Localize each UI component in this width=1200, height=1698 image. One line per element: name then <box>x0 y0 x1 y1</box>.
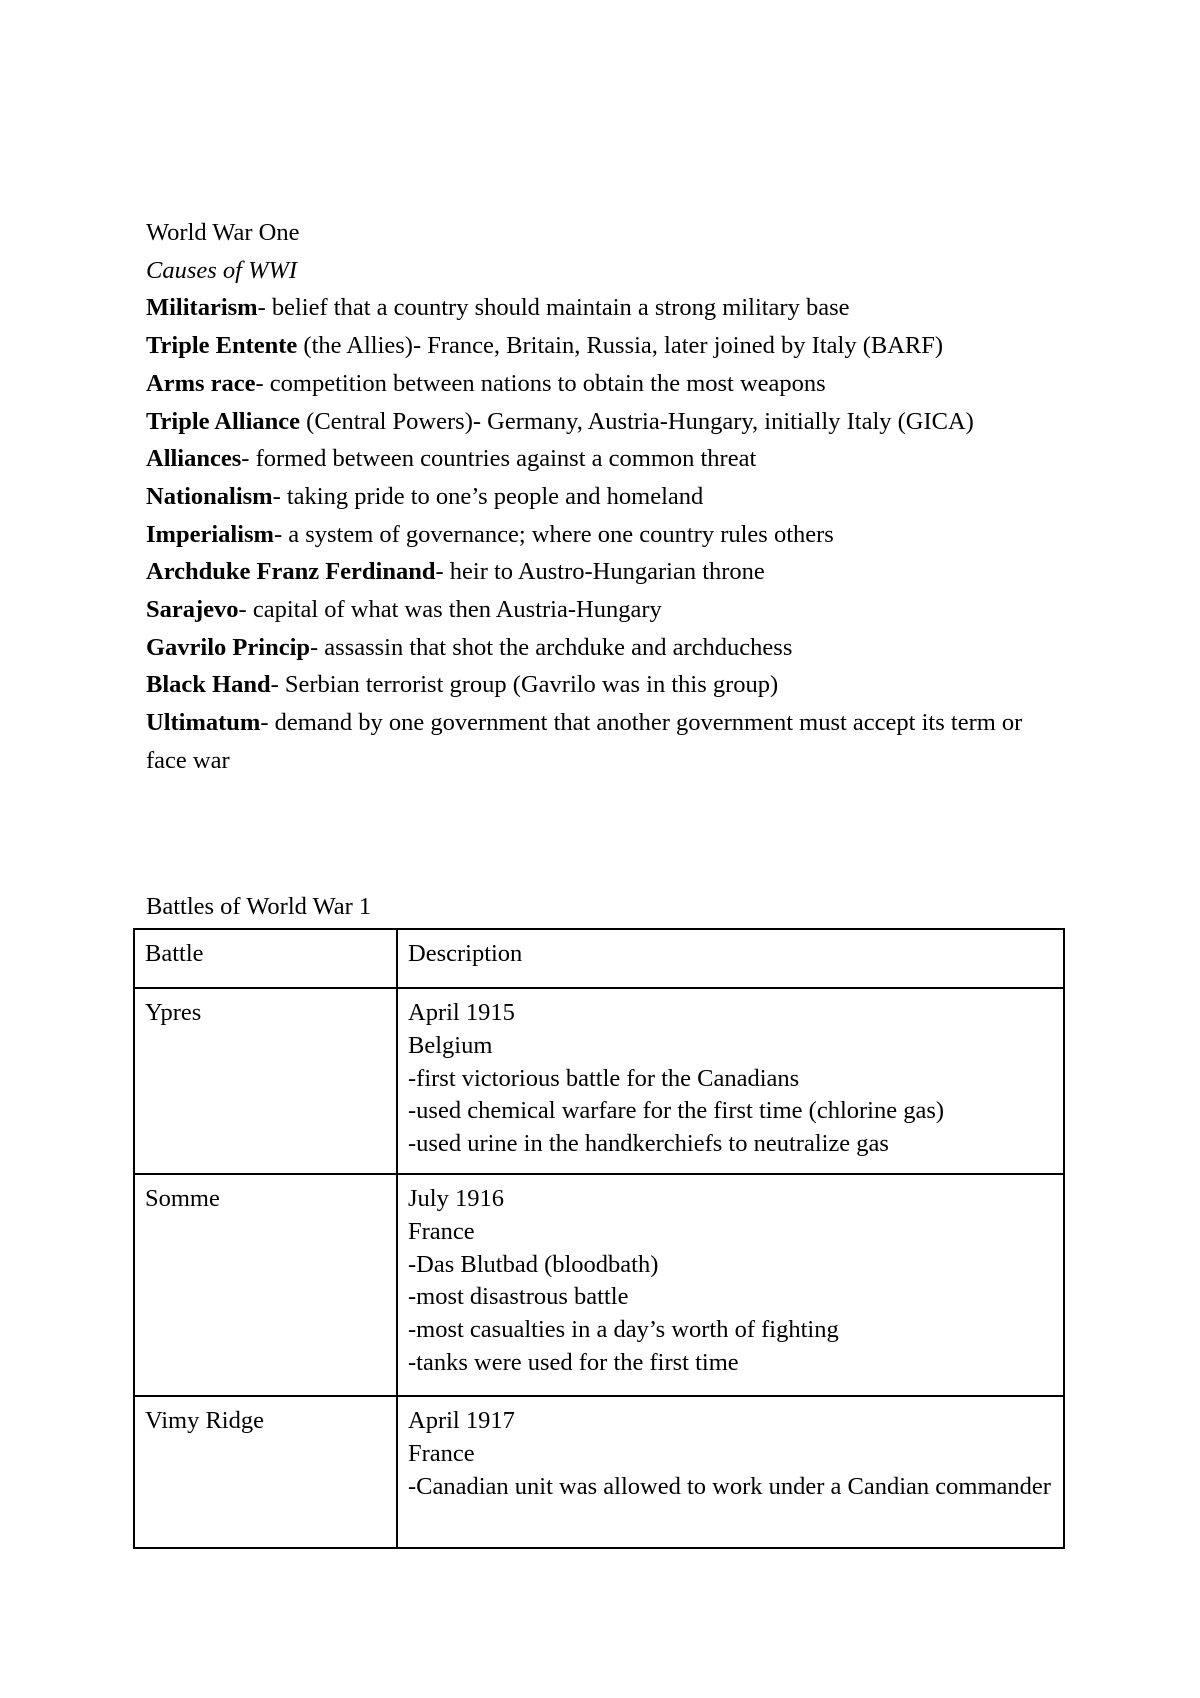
document-title: World War One <box>146 219 300 246</box>
document-subtitle: Causes of WWI <box>146 256 298 284</box>
table-row <box>134 1396 1064 1548</box>
table-row <box>134 1174 1064 1396</box>
definition-term: Gavrilo Princip <box>146 633 310 661</box>
definition-text: - competition between nations to obtain the most weapons <box>255 369 826 397</box>
description-line: -most casualties in a day’s worth of fighting <box>408 1316 839 1344</box>
definition-sarajevo <box>146 591 1046 629</box>
header-battle: Battle <box>134 929 397 988</box>
description-line: -Das Blutbad (bloodbath) <box>408 1250 659 1278</box>
definition-text: - belief that a country should maintain a strong military base <box>257 294 850 322</box>
description-line: -Canadian unit was allowed to work under a Candian commander <box>408 1472 1051 1500</box>
definition-triple-entente <box>146 327 1046 365</box>
definition-term: Archduke Franz Ferdinand <box>146 558 436 586</box>
definition-text: - formed between countries against a common threat <box>241 445 757 473</box>
definition-text: - Serbian terrorist group (Gavrilo was in this group) <box>270 671 779 699</box>
definition-text: - assassin that shot the archduke and archduchess <box>310 633 793 661</box>
definition-militarism <box>146 289 1046 327</box>
definition-term: Ultimatum <box>146 709 261 737</box>
table-row <box>134 988 1064 1174</box>
definition-ultimatum <box>146 704 1046 779</box>
definition-term: Sarajevo <box>146 596 239 624</box>
header-description: Description <box>397 929 1064 988</box>
battle-name: Ypres <box>134 988 397 1174</box>
battle-name: Vimy Ridge <box>134 1396 397 1548</box>
battle-description <box>397 1174 1064 1396</box>
definition-imperialism <box>146 516 1046 554</box>
definition-triple-alliance <box>146 403 1046 441</box>
description-line: -used urine in the handkerchiefs to neutralize gas <box>408 1130 889 1158</box>
definition-term: Triple Alliance <box>146 407 301 435</box>
definition-term: Imperialism <box>146 520 274 548</box>
definition-text: (Central Powers)- Germany, Austria-Hungary, initially Italy (GICA) <box>300 407 974 435</box>
definition-term: Black Hand <box>146 671 271 699</box>
definition-gavrilo-princip <box>146 629 1046 667</box>
definition-text: - taking pride to one’s people and homeland <box>272 482 704 510</box>
definition-archduke <box>146 553 1046 591</box>
definition-black-hand <box>146 666 1046 704</box>
definition-text: (the Allies)- France, Britain, Russia, later joined by Italy (BARF) <box>297 332 944 360</box>
battle-name: Somme <box>134 1174 397 1396</box>
definition-nationalism <box>146 478 1046 516</box>
description-line: -first victorious battle for the Canadians <box>408 1064 800 1092</box>
description-line: France <box>408 1439 475 1467</box>
description-line: July 1916 <box>408 1184 504 1212</box>
battles-table <box>133 928 1065 1549</box>
notes-body <box>146 214 1046 780</box>
definition-term: Triple Entente <box>146 332 298 360</box>
description-line: April 1915 <box>408 999 515 1026</box>
definition-term: Alliances <box>146 445 242 473</box>
definition-alliances <box>146 440 1046 478</box>
description-line: France <box>408 1217 475 1245</box>
definition-text: - demand by one government that another government must accept its term or face war <box>146 709 1023 774</box>
battle-description <box>397 988 1064 1174</box>
definition-term: Nationalism <box>146 482 273 510</box>
definition-term: Arms race <box>146 369 256 397</box>
definition-term: Militarism <box>146 294 258 322</box>
definition-arms-race <box>146 365 1046 403</box>
definition-text: - capital of what was then Austria-Hungary <box>238 596 662 624</box>
description-line: April 1917 <box>408 1406 515 1434</box>
battle-description <box>397 1396 1064 1548</box>
definition-text: - a system of governance; where one country rules others <box>273 520 834 548</box>
description-line: -most disastrous battle <box>408 1283 629 1311</box>
description-line: Belgium <box>408 1031 493 1059</box>
description-line: -tanks were used for the first time <box>408 1348 739 1376</box>
definition-text: - heir to Austro-Hungarian throne <box>435 558 765 586</box>
table-header-row <box>134 929 1064 988</box>
battles-section-title: Battles of World War 1 <box>146 893 372 920</box>
description-line: -used chemical warfare for the first time (chlorine gas) <box>408 1097 945 1125</box>
